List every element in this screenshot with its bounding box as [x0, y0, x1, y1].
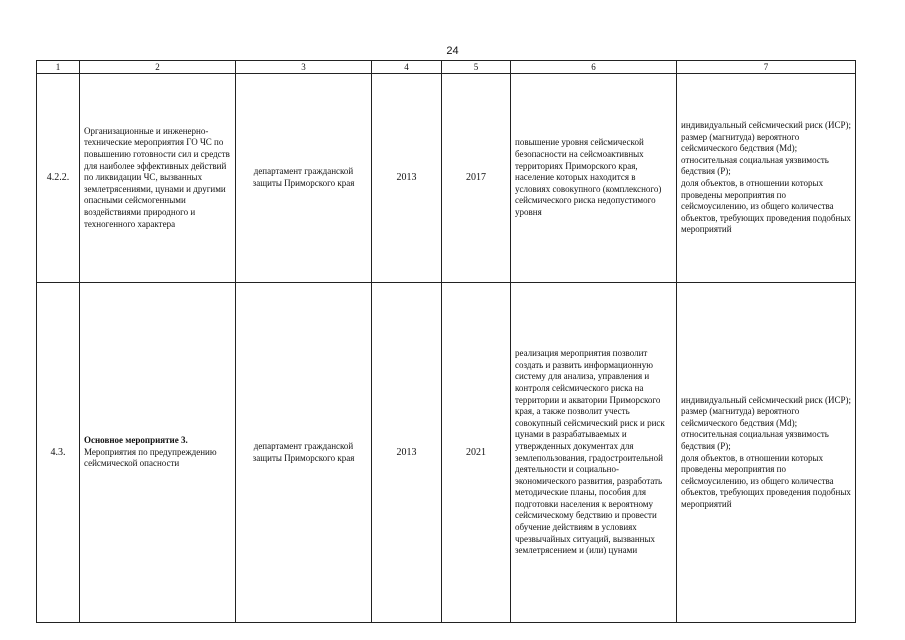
program-activities-table [36, 60, 856, 623]
column-header: 1 [37, 61, 80, 74]
executor-cell: департамент гражданской защиты Приморского края [236, 74, 372, 283]
column-header: 6 [511, 61, 677, 74]
row-number: 4.3. [37, 283, 80, 623]
column-header: 7 [677, 61, 856, 74]
executor-cell: департамент гражданской защиты Приморского края [236, 283, 372, 623]
end-year: 2017 [442, 74, 511, 283]
indicators-cell: индивидуальный сейсмический риск (ИСР); размер (магнитуда) вероятного сейсмического бедствия (Md); относительная социальная уязвимость бедствия (Р); доля объектов, в отношении которых проведены мероприятия по сейсмоусилению, из общего количества объектов, требующих проведения подобных мероприятий [677, 283, 856, 623]
activity-cell [80, 283, 236, 623]
indicators-cell: индивидуальный сейсмический риск (ИСР); размер (магнитуда) вероятного сейсмического бедствия (Md); относительная социальная уязвимость бедствия (Р); доля объектов, в отношении которых проведены мероприятия по сейсмоусилению, из общего количества объектов, требующих проведения подобных мероприятий [677, 74, 856, 283]
end-year: 2021 [442, 283, 511, 623]
column-header: 4 [372, 61, 442, 74]
header-row [37, 61, 856, 74]
activity-title: Основное мероприятие 3. [84, 435, 188, 446]
activity-text: Организационные и инженерно-технические мероприятия ГО ЧС по повышению готовности сил и средств для наиболее эффективных действий по ликвидации ЧС, вызванных землетрясениями, цунами и другими опасными сейсмогенными воздействиями природного и техногенного характера [84, 125, 230, 229]
column-header: 2 [80, 61, 236, 74]
column-header: 5 [442, 61, 511, 74]
table-row [37, 74, 856, 283]
expected-result-cell: повышение уровня сейсмической безопасности на сейсмоактивных территориях Приморского края, население которых находится в условиях совокупного (комплексного) сейсмического риска недопустимого уровня [511, 74, 677, 283]
table-row [37, 283, 856, 623]
column-header: 3 [236, 61, 372, 74]
page-number: 24 [446, 45, 459, 57]
expected-result-cell: реализация мероприятия позволит создать и развить информационную систему для анализа, управления и контроля сейсмического риска на территории и акватории Приморского края, а также позволит учесть совокупный сейсмический риск и риск цунами в разрабатываемых и утвержденных документах для землепользования, градостроительной деятельности и социально-экономического развития, разработать методические планы, пособия для подготовки населения к вероятному сейсмическому бедствию и провести обучение действиям в условиях чрезвычайных ситуаций, вызванных землетрясением и (или) цунами [511, 283, 677, 623]
row-number: 4.2.2. [37, 74, 80, 283]
start-year: 2013 [372, 74, 442, 283]
start-year: 2013 [372, 283, 442, 623]
activity-cell [80, 74, 236, 283]
activity-text: Мероприятия по предупреждению сейсмической опасности [84, 446, 217, 469]
